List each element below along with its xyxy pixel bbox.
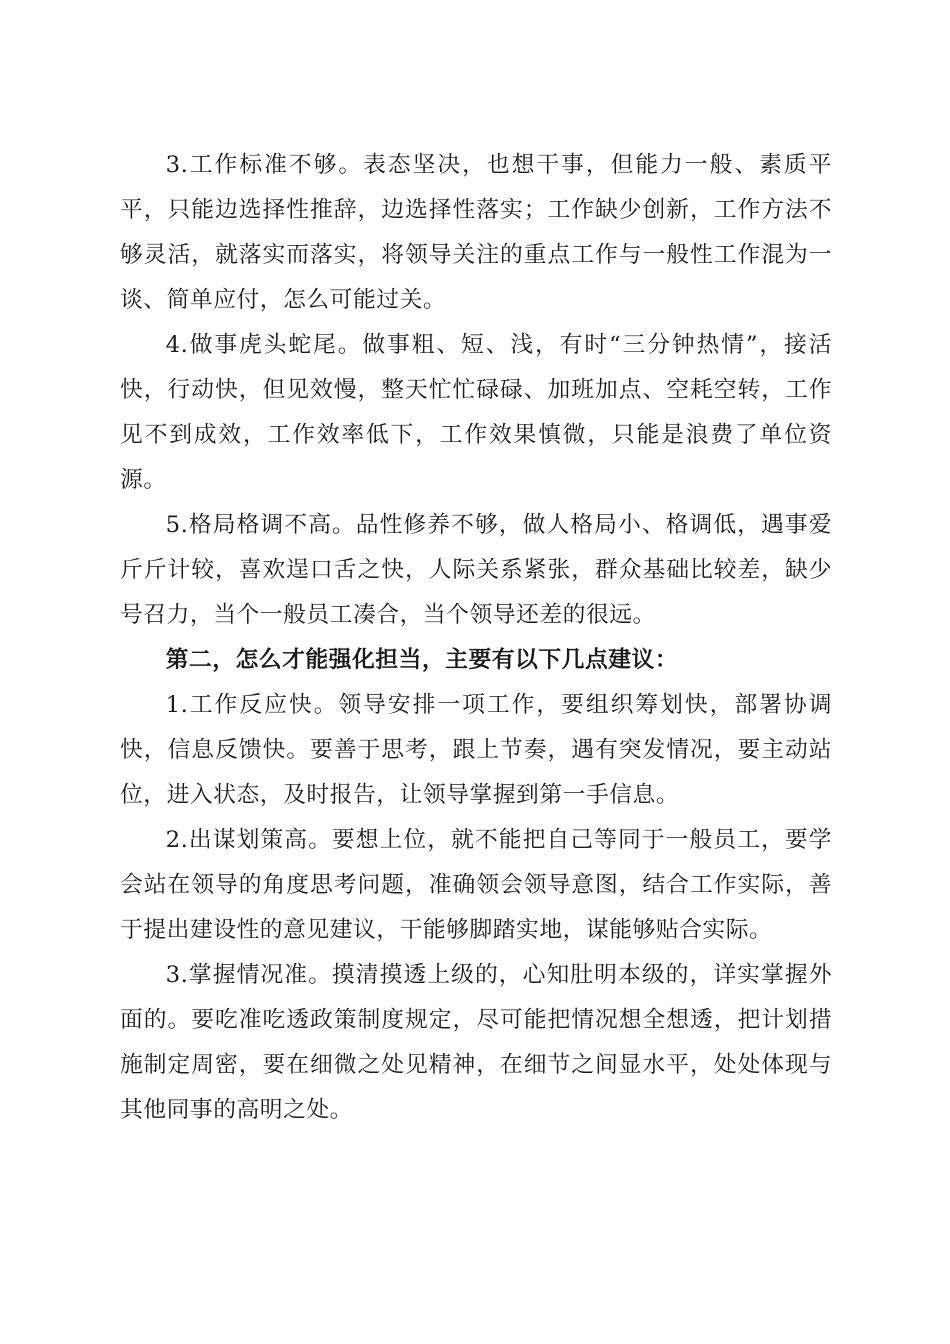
paragraph-quick-response: 1.工作反应快。领导安排一项工作，要组织筹划快，部署协调快，信息反馈快。要善于思考，跟上节奏，遇有突发情况，要主动站位，进入状态，及时报告，让领导掌握到第一手信息。 bbox=[120, 692, 832, 808]
paragraph-work-standard: 3.工作标准不够。表态坚决，也想干事，但能力一般、素质平平，只能边选择性推辞，边选择性落实；工作缺少创新，工作方法不够灵活，就落实而落实，将领导关注的重点工作与一般性工作混为一谈、简单应付，怎么可能过关。 bbox=[120, 152, 832, 313]
paragraph-accurate-situation: 3.掌握情况准。摸清摸透上级的，心知肚明本级的，详实掌握外面的。要吃准吃透政策制度规定，尽可能把情况想全想透，把计划措施制定周密，要在细微之处见精神，在细节之间显水平，处处体现与其他同事的高明之处。 bbox=[120, 962, 832, 1123]
paragraph-pattern-style: 5.格局格调不高。品性修养不够，做人格局小、格调低，遇事爱斤斤计较，喜欢逞口舌之快，人际关系紧张，群众基础比较差，缺少号召力，当个一般员工凑合，当个领导还差的很远。 bbox=[120, 512, 832, 628]
section-heading-suggestions: 第二，怎么才能强化担当，主要有以下几点建议： bbox=[165, 647, 679, 673]
paragraph-tiger-head-snake-tail: 4.做事虎头蛇尾。做事粗、短、浅，有时“三分钟热情”，接活快，行动快，但见效慢，整天忙忙碌碌、加班加点、空耗空转，工作见不到成效，工作效率低下，工作效果慎微，只能是浪费了单位资源。 bbox=[120, 332, 832, 493]
paragraph-advice-high: 2.出谋划策高。要想上位，就不能把自己等同于一般员工，要学会站在领导的角度思考问题，准确领会领导意图，结合工作实际，善于提出建设性的意见建议，干能够脚踏实地，谋能够贴合实际。 bbox=[120, 827, 832, 943]
document-body bbox=[120, 143, 832, 1133]
